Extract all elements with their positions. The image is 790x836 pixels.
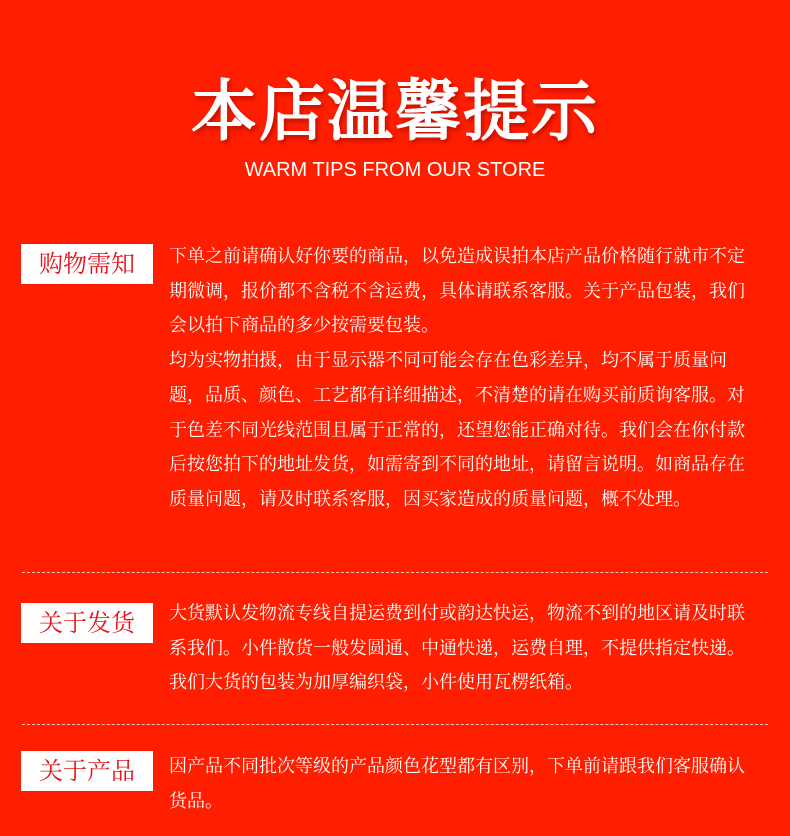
section-divider <box>22 724 768 725</box>
tag-shipping: 关于发货 <box>21 603 153 643</box>
product-paragraph-1: 因产品不同批次等级的产品颜色花型都有区别，下单前请跟我们客服确认货品。 <box>169 756 745 812</box>
shipping-paragraph-1: 大货默认发物流专线自提运费到付或韵达快运，物流不到的地区请及时联系我们。小件散货一般发圆通、中通快递，运费自理，不提供指定快递。我们大货的包装为加厚编织袋，小件使用瓦楞纸箱。 <box>169 603 745 694</box>
section-divider <box>22 572 768 573</box>
shopping-notice-text <box>169 240 754 518</box>
shipping-text <box>169 597 754 701</box>
shopping-notice-paragraph-1: 下单之前请确认好你要的商品，以免造成误拍本店产品价格随行就市不定期微调，报价都不含税不含运费，具体请联系客服。关于产品包装，我们会以拍下商品的多少按需要包装。 <box>169 246 745 337</box>
product-text <box>169 750 754 819</box>
tag-shopping-notice: 购物需知 <box>21 244 153 284</box>
tag-product: 关于产品 <box>21 751 153 791</box>
page-subtitle: WARM TIPS FROM OUR STORE <box>244 159 546 181</box>
shopping-notice-paragraph-2: 均为实物拍摄，由于显示器不同可能会存在色彩差异，均不属于质量问题，品质、颜色、工艺都有详细描述，不清楚的请在购买前质询客服。对于色差不同光线范围且属于正常的，还望您能正确对待。我们会在你付款后按您拍下的地址发货，如需寄到不同的地址，请留言说明。如商品存在质量问题，请及时联系客服，因买家造成的质量问题，概不处理。 <box>169 350 745 510</box>
page-title: 本店温馨提示 <box>191 73 599 150</box>
